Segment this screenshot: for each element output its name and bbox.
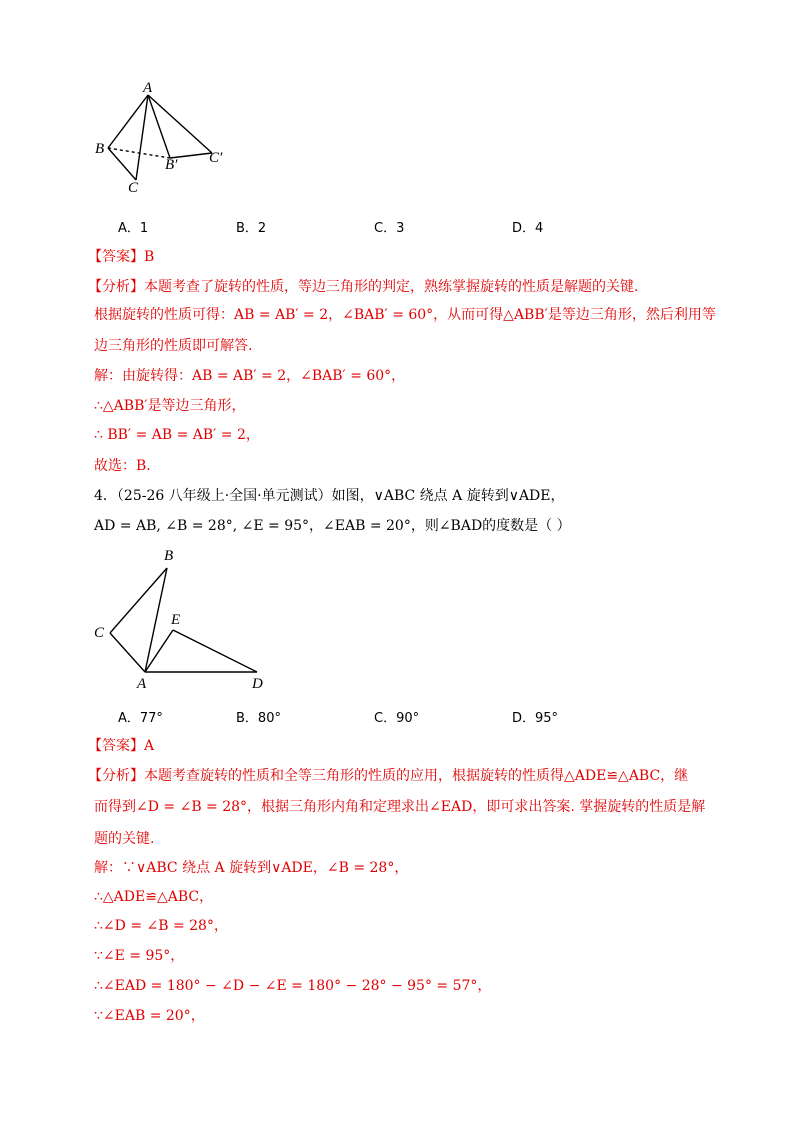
q4-analysis-line2: 而得到∠D = ∠B = 28°，根据三角形内角和定理求出∠EAD，即可求出答案. 掌握旋转的性质是解 (94, 799, 706, 815)
q4-option-d: D．95° (512, 711, 559, 726)
label-C: C (128, 180, 139, 196)
q3-solution-line1: 解：由旋转得：AB = AB′ = 2，∠BAB′ = 60°， (94, 368, 406, 384)
segment-AC2 (110, 633, 145, 672)
label2-C: C (94, 625, 105, 641)
q4-stem-line1: 4．（25-26 八年级上·全国·单元测试）如图，∨ABC 绕点 A 旋转到∨ADE， (94, 488, 565, 504)
q3-option-d: D．4 (512, 221, 544, 236)
q3-option-a: A．1 (118, 221, 149, 236)
q4-option-c: C．90° (374, 711, 420, 726)
label2-B: B (164, 548, 174, 564)
q4-stem-line2: AD = AB, ∠B = 28°, ∠E = 95°，∠EAB = 20°，则∠BAD的度数是（ ） (94, 518, 571, 534)
q3-solution-line3: ∴ BB′ = AB = AB′ = 2， (94, 427, 260, 443)
q4-solution-line5: ∴∠EAD = 180° − ∠D − ∠E = 180° − 28° − 95° = 57°， (94, 978, 492, 994)
label-B: B (95, 141, 105, 157)
q3-solution-line4: 故选：B. (94, 458, 151, 474)
q3-analysis-line3: 边三角形的性质即可解答. (94, 338, 253, 354)
label-A: A (143, 80, 153, 96)
q4-answer: 【答案】A (88, 738, 155, 754)
q4-solution-line3: ∴∠D = ∠B = 28°， (94, 918, 228, 934)
q4-solution-line4: ∵∠E = 95°， (94, 948, 185, 964)
q3-analysis-line2: 根据旋转的性质可得：AB = AB′ = 2，∠BAB′ = 60°，从而可得△ABB′是等边三角形，然后利用等 (94, 307, 716, 323)
q4-option-b: B．80° (236, 711, 281, 726)
q4-solution-line1: 解：∵∨ABC 绕点 A 旋转到∨ADE，∠B = 28°， (94, 860, 409, 876)
q4-option-a: A．77° (118, 711, 163, 726)
q4-analysis-line3: 题的关键. (94, 831, 155, 847)
q3-option-b: B．2 (236, 221, 267, 236)
label2-E: E (171, 612, 181, 628)
q3-answer: 【答案】B (88, 249, 155, 265)
label2-D: D (252, 676, 263, 692)
q4-solution-line6: ∵∠EAB = 20°， (94, 1008, 205, 1024)
label2-A: A (137, 676, 147, 692)
segment-ED2 (173, 630, 257, 672)
q4-solution-line2: ∴△ADE≌△ABC， (94, 889, 214, 905)
q3-solution-line2: ∴△ABB′是等边三角形， (94, 398, 246, 414)
q4-analysis-line1: 【分析】本题考查旋转的性质和全等三角形的性质的应用，根据旋转的性质得△ADE≌△ABC，继 (88, 768, 689, 784)
q3-analysis-line1: 【分析】本题考查了旋转的性质，等边三角形的判定，熟练掌握旋转的性质是解题的关键. (88, 279, 639, 295)
segment-BC2 (110, 568, 167, 633)
label-Bprime: B′ (165, 157, 178, 173)
label-Cprime: C′ (209, 150, 223, 166)
q3-option-c: C．3 (374, 221, 405, 236)
